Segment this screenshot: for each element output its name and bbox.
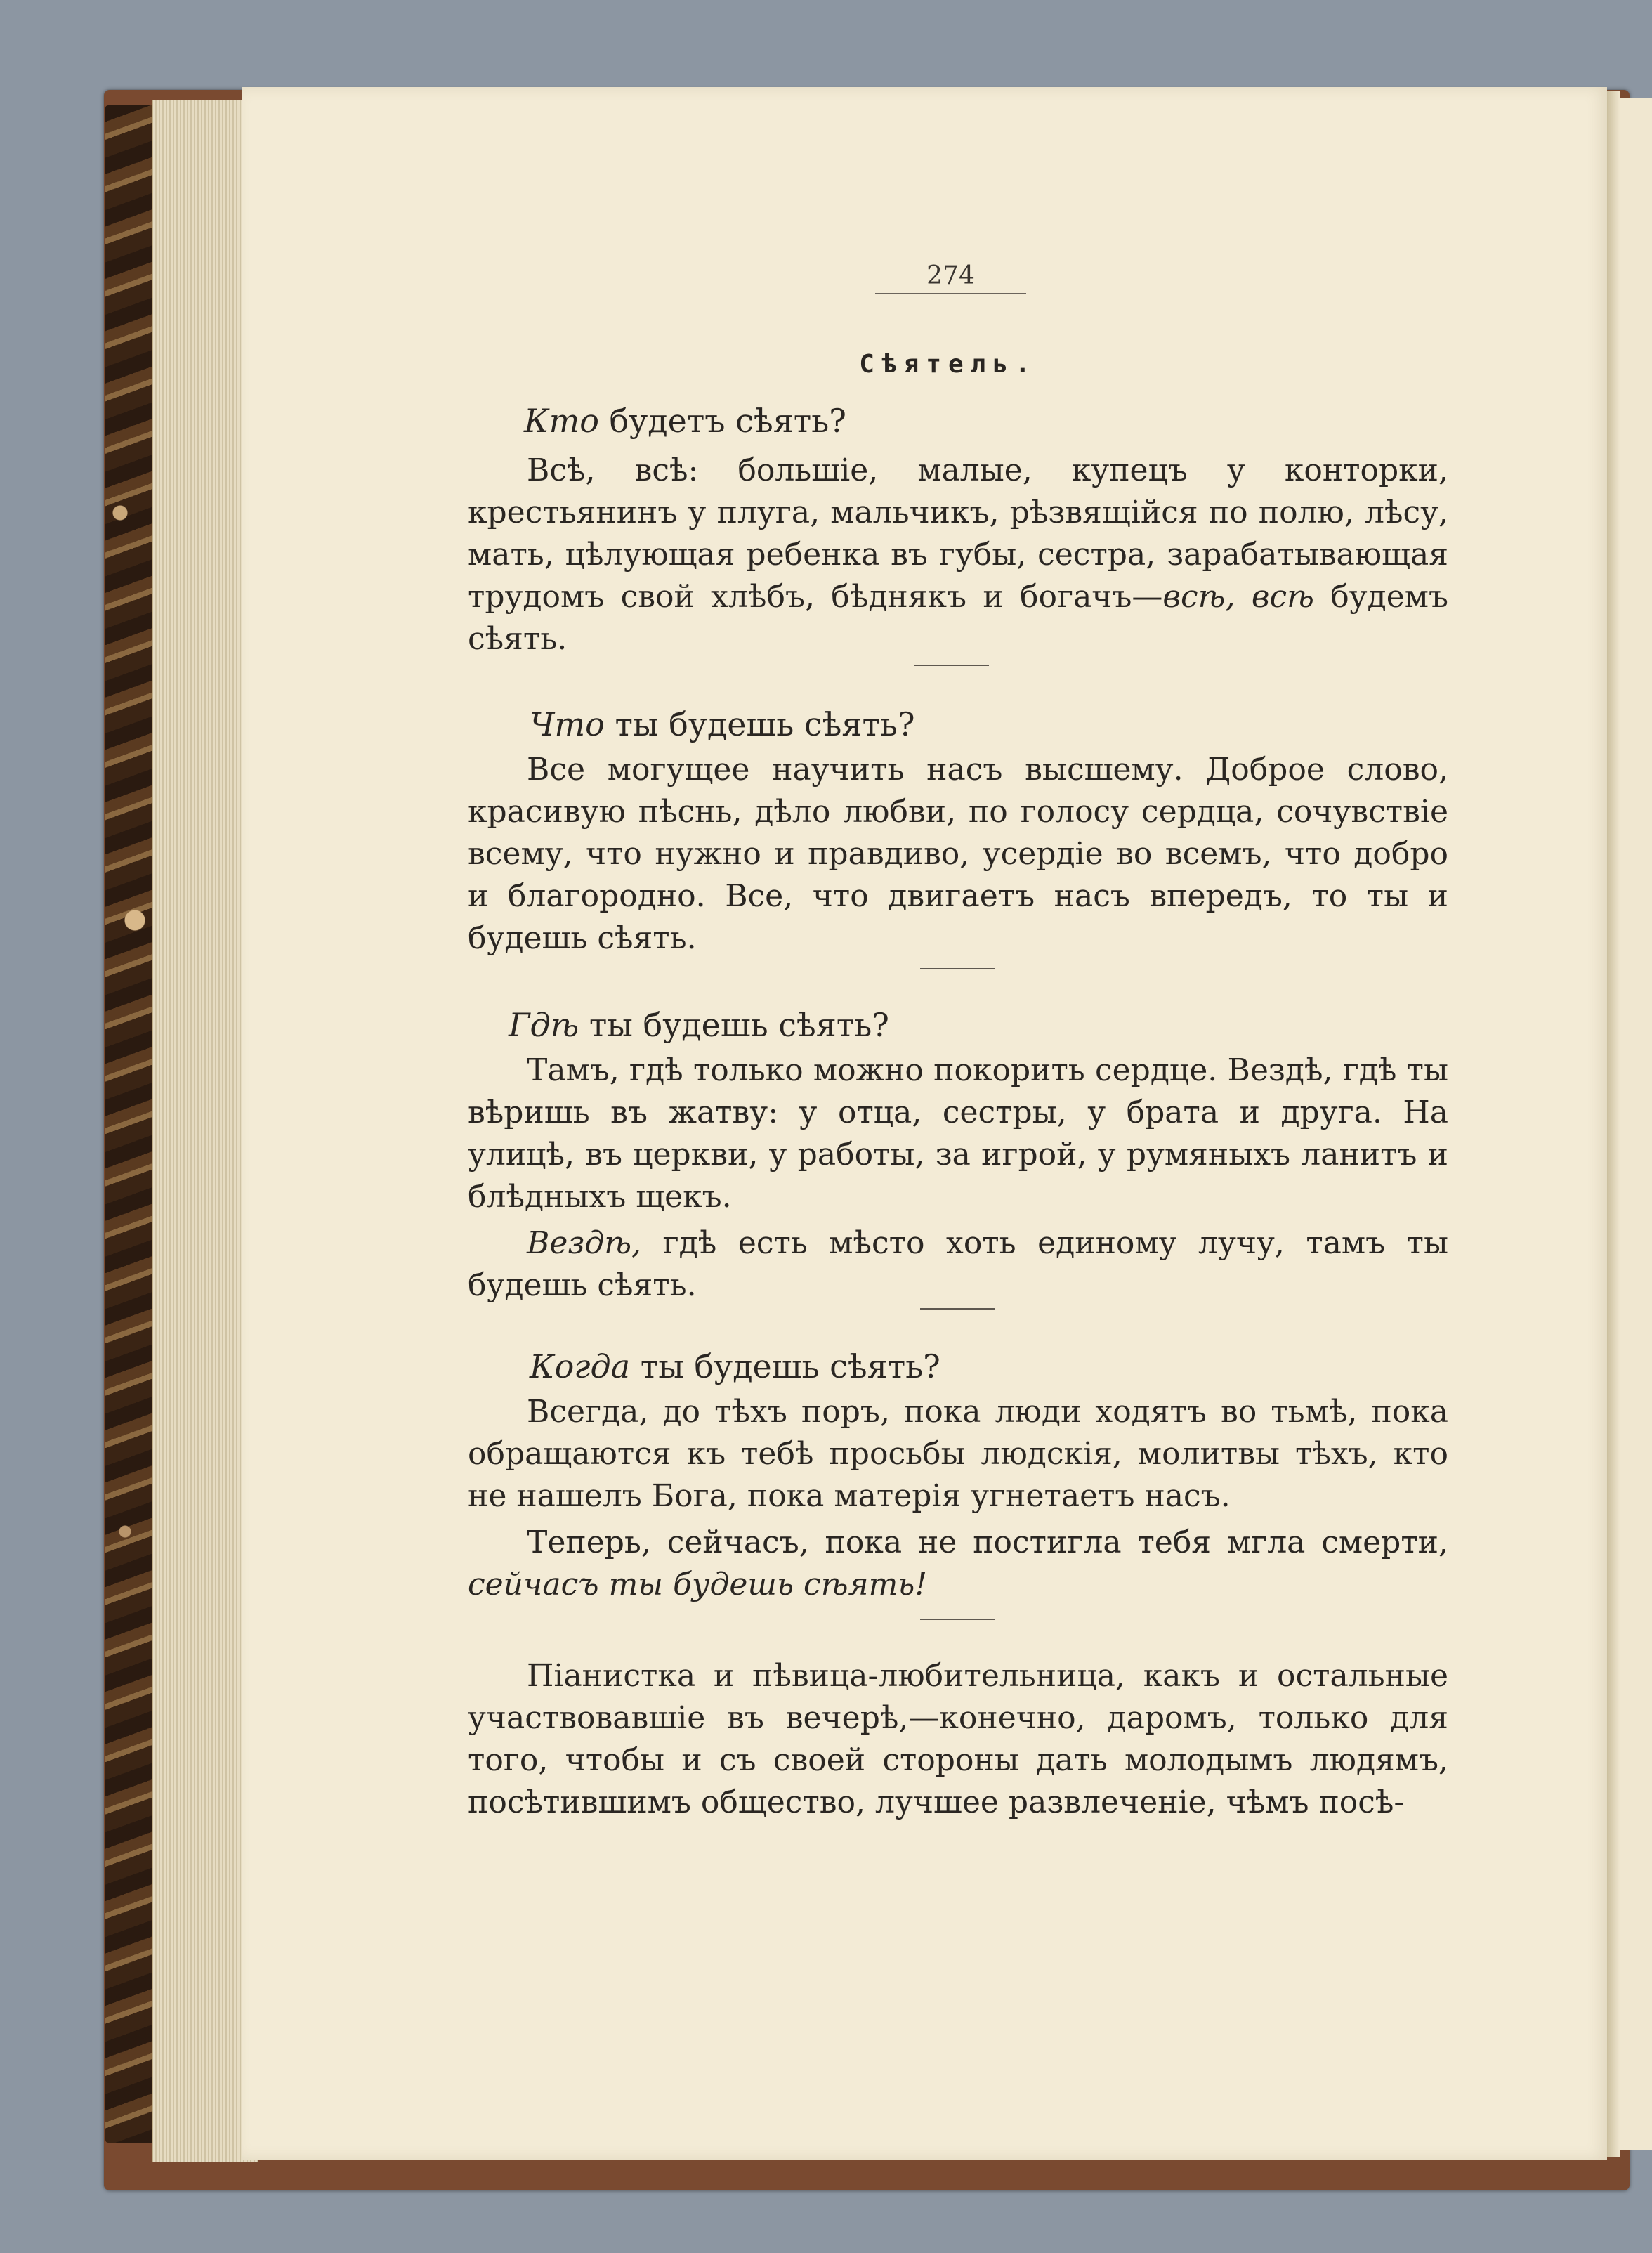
question-text: ты будешь сѣять? [630, 1347, 940, 1385]
question-where [509, 1006, 889, 1044]
answer-when-2 [468, 1522, 1448, 1606]
question-text: ты будешь сѣять? [579, 1006, 889, 1044]
page-number: 274 [875, 261, 1026, 294]
answer-where [468, 1050, 1448, 1218]
answer-end: будемъ сѣять. [468, 579, 1449, 657]
book-gutter [1607, 91, 1620, 2157]
closing-paragraph: Піанистка и пѣвица-любительница, какъ и остальные участвовавшіе въ вечерѣ,—конечно, даромъ, только для того, чтобы и съ своей стороны дать молодымъ людямъ, посѣтившимъ общество, лучшее развлеченіе, чѣмъ посѣ- [468, 1658, 1448, 1820]
answer-who [468, 450, 1448, 660]
question-text: ты будешь сѣять? [604, 705, 915, 743]
marbled-edge [105, 105, 155, 2143]
question-italic: Кто [524, 402, 599, 440]
question-italic: Когда [530, 1347, 631, 1385]
section-divider [920, 1619, 995, 1620]
answer-italic: всѣ, всѣ [1162, 579, 1314, 615]
question-text: будетъ сѣять? [598, 402, 846, 440]
question-italic: Что [530, 705, 605, 743]
answer-text: Тамъ, гдѣ только можно покорить сердце. Вездѣ, гдѣ ты вѣришь въ жатву: у отца, сестры, у брата и друга. На улицѣ, въ церкви, у работы, за игрой, у румяныхъ ланитъ и блѣдныхъ щекъ. [468, 1052, 1448, 1215]
answer-italic: сейчасъ ты будешь сѣять! [468, 1567, 928, 1602]
answer-text: Все могущее научить насъ высшему. Доброе слово, красивую пѣснь, дѣло любви, по голосу сердца, сочувствіе всему, что нужно и правдиво, усердіе во всемъ, что добро и благородно. Все, что двигаетъ насъ впередъ, то ты и будешь сѣять. [468, 752, 1448, 956]
answer-text: гдѣ есть мѣсто хоть единому лучу, тамъ ты будешь сѣять. [468, 1225, 1448, 1303]
question-italic: Гдѣ [509, 1006, 579, 1044]
answer-italic: Вездѣ, [527, 1225, 642, 1261]
answer-where-2 [468, 1222, 1448, 1307]
section-divider [914, 665, 989, 666]
answer-when [468, 1391, 1448, 1517]
facing-page-edge [1620, 98, 1652, 2150]
chapter-title: Сѣятель. [859, 350, 1037, 379]
answer-text: Всегда, до тѣхъ поръ, пока люди ходятъ во тьмѣ, пока обращаются къ тебѣ просьбы людскія, молитвы тѣхъ, кто не нашелъ Бога, пока матерія угнетаетъ насъ. [468, 1394, 1448, 1514]
answer-text: Всѣ, всѣ: большіе, малые, купецъ у конторки, крестьянинъ у плуга, мальчикъ, рѣзвящійся по полю, лѣсу, мать, цѣлующая ребенка въ губы, сестра, зарабатывающая трудомъ свой хлѣбъ, бѣднякъ и богачъ— [468, 452, 1448, 615]
section-divider [920, 1308, 995, 1310]
question-what [530, 705, 915, 743]
section-divider [920, 968, 995, 969]
answer-text: Теперь, сейчасъ, пока не постигла тебя мгла смерти, [527, 1524, 1448, 1560]
question-who [524, 402, 846, 440]
answer-what [468, 749, 1448, 960]
question-when [530, 1347, 940, 1385]
